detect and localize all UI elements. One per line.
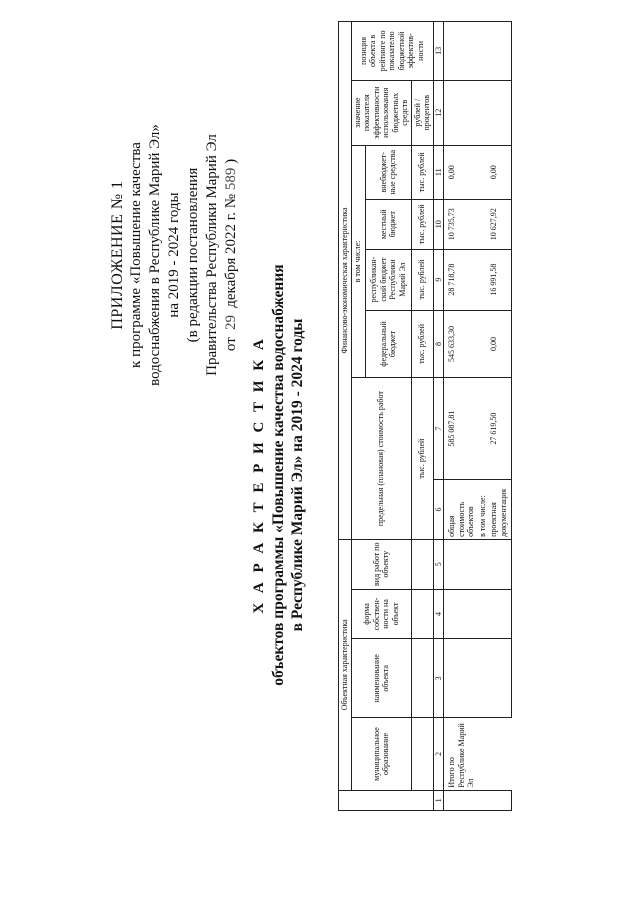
- column-number: 2: [433, 718, 444, 790]
- heading-subtitle: в Республике Марий Эл» на 2019 - 2024 годы: [289, 318, 306, 632]
- date-prefix: от: [223, 337, 239, 352]
- cost-value: 585 087,81: [444, 378, 477, 480]
- table-row: [477, 22, 489, 811]
- republic-value: 28 718,78: [444, 249, 477, 310]
- local-header: местный бюджет: [365, 199, 411, 249]
- column-number: 8: [433, 310, 444, 378]
- municipality-header: муниципальное образование: [351, 718, 411, 790]
- republic-header: республикан-ский бюджет Республики Марий Эл: [365, 249, 411, 310]
- table-row: [444, 22, 477, 811]
- objects-table: [338, 21, 512, 811]
- column-number: 7: [433, 378, 444, 480]
- table-row: [488, 22, 512, 811]
- cost-type-label: проектная документация: [488, 480, 512, 540]
- federal-value: 545 633,30: [444, 310, 477, 378]
- local-value: 10 735,73: [444, 199, 477, 249]
- appendix-line: на 2019 - 2024 годы: [166, 192, 182, 318]
- date-number: 589: [223, 167, 239, 191]
- unit-cell: тыс. рублей: [411, 145, 433, 199]
- heading-subtitle: объектов программы «Повышение качества водоснабжения: [270, 264, 287, 686]
- document-heading: [250, 165, 307, 785]
- object-group-header: Объектная характеристика: [339, 539, 352, 790]
- unit-cell: тыс. рублей: [411, 249, 433, 310]
- column-number: 11: [433, 145, 444, 199]
- cost-value: 27 619,50: [488, 378, 512, 480]
- appendix-line: водоснабжения в Республике Марий Эл»: [147, 124, 163, 386]
- column-number: 3: [433, 639, 444, 718]
- heading-title: Х А Р А К Т Е Р И С Т И К А: [251, 336, 267, 614]
- appendix-line: (в редакции постановления: [185, 167, 201, 343]
- extra-header: внебюджет-ные средства: [365, 145, 411, 199]
- extra-value: 0,00: [444, 145, 477, 199]
- local-value: 10 627,92: [488, 199, 512, 249]
- cost-type-label: в том числе:: [477, 480, 489, 540]
- appendix-date-line: [222, 45, 241, 465]
- unit-cell: тыс. рублей: [411, 199, 433, 249]
- date-day: 29: [223, 314, 239, 330]
- finance-group-header: Финансово-экономическая характеристика: [339, 22, 352, 540]
- column-number: 1: [433, 790, 444, 810]
- column-number: 4: [433, 589, 444, 639]
- table-header-row: [351, 22, 365, 811]
- date-rest: декабря 2022 г. №: [223, 193, 239, 308]
- cost-header: предельная (плановая) стоимость работ: [351, 378, 411, 540]
- unit-cell: рублей / процентов: [411, 80, 433, 145]
- unit-cell: тыс. рублей: [411, 378, 433, 540]
- column-number: 9: [433, 249, 444, 310]
- appendix-line: Правительства Республики Марий Эл: [204, 134, 220, 376]
- row-number-header: [339, 790, 434, 810]
- table-units-row: [411, 22, 433, 811]
- including-header: в том числе:: [351, 145, 365, 378]
- column-number: 5: [433, 539, 444, 589]
- ownership-header: форма собствен-ности на объект: [351, 589, 411, 639]
- object-name-header: наименование объекта: [351, 639, 411, 718]
- column-number: 12: [433, 80, 444, 145]
- unit-cell: тыс. рублей: [411, 310, 433, 378]
- column-number: 6: [433, 480, 444, 540]
- federal-value: 0,00: [488, 310, 512, 378]
- federal-header: федеральный бюджет: [365, 310, 411, 378]
- date-close: ): [223, 158, 239, 164]
- appendix-line: к программе «Повышение качества: [128, 142, 144, 368]
- table-header-row: [339, 22, 352, 811]
- appendix-title: ПРИЛОЖЕНИЕ № 1: [109, 180, 126, 330]
- appendix-header: [108, 45, 241, 465]
- column-numbers-row: [433, 22, 444, 811]
- total-label: Итого по Республике Марий Эл: [444, 718, 512, 790]
- republic-value: 16 991,58: [488, 249, 512, 310]
- column-number: 10: [433, 199, 444, 249]
- cost-type-label: общая стоимость объектов: [444, 480, 477, 540]
- work-type-header: вид работ по объекту: [351, 539, 411, 589]
- indicator-header: значение показателя эффективности использования бюджетных средств: [351, 80, 411, 145]
- position-header: позиция объекта в рейтинге по показателю бюджетной эффектив-ности: [351, 22, 433, 81]
- extra-value: 0,00: [488, 145, 512, 199]
- column-number: 13: [433, 22, 444, 81]
